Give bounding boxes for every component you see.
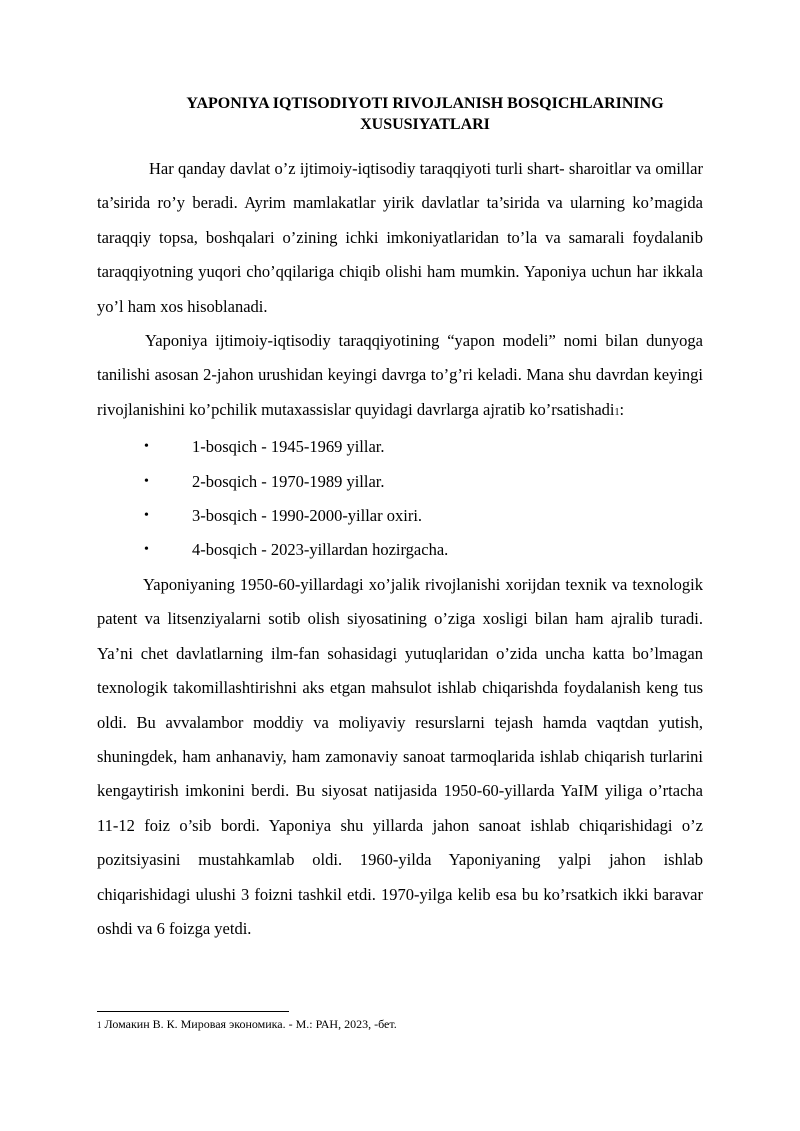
stages-list (97, 430, 703, 568)
list-item (97, 499, 703, 533)
footnote (97, 1016, 397, 1033)
bullet-icon: • (144, 508, 149, 524)
bullet-icon: • (144, 473, 149, 489)
paragraph-japan-model (97, 324, 703, 430)
title-line-1: YAPONIYA IQTISODIYOTI RIVOJLANISH BOSQICHLARINING (186, 95, 664, 112)
paragraph-japan-model-end: : (619, 399, 625, 419)
paragraph-economic-development: Yaponiyaning 1950-60-yillardagi xo’jalik rivojlanishi xorijdan texnik va texnologik patent va litsenziyalarni sotib olish siyosatining o’ziga xosligi bilan ham ajralib turadi. Ya’ni chet davlatlarning ilm-fan sohasidagi yutuqlaridan o’zida uncha katta bo’lmagan texnologik takomillashtirishni aks etgan mahsulot ishlab chiqarishda foydalanish keng tus oldi. Bu avvalambor moddiy va moliyaviy resurslarni tejash hamda vaqtdan yutish, shuningdek, ham anhanaviy, ham zamonaviy sanoat tarmoqlarida ishlab chiqarish turlarini kengaytirish imkonini berdi. Bu siyosat natijasida 1950-60-yillarda YaIM yiliga o’rtacha 11-12 foiz o’sib bordi. Yaponiya shu yillarda jahon sanoat ishlab chiqarishidagi o’z pozitsiyasini mustahkamlab oldi. 1960-yilda Yaponiyaning yalpi jahon ishlab chiqarishidagi ulushi 3 foizni tashkil etdi. 1970-yilga kelib esa bu ko’rsatkich ikki baravar oshdi va 6 foizga yetdi. (97, 574, 703, 938)
stage-label: 1-bosqich - 1945-1969 yillar. (192, 437, 385, 457)
stage-label: 2-bosqich - 1970-1989 yillar. (192, 471, 385, 491)
list-item (97, 533, 703, 567)
paragraph-japan-model-text: Yaponiya ijtimoiy-iqtisodiy taraqqiyotining “yapon modeli” nomi bilan dunyoga tanilishi asosan 2-jahon urushidan keyingi davrga to’g’ri keladi. Mana shu davrdan keyingi rivojlanishini ko’pchilik mutaxassislar quyidagi davrlarga ajratib ko’rsatishadi (97, 331, 703, 419)
bullet-icon: • (144, 439, 149, 455)
footnote-separator (97, 1011, 289, 1012)
title-line-2: XUSUSIYATLARI (360, 116, 490, 133)
footnote-text: Ломакин В. К. Мировая экономика. - М.: РАН, 2023, -бет. (104, 1017, 397, 1031)
document-title (140, 93, 710, 135)
stage-label: 3-bosqich - 1990-2000-yillar oxiri. (192, 506, 423, 526)
bullet-icon: • (144, 542, 149, 558)
document-body (97, 152, 703, 946)
footnote-reference[interactable]: 1 (614, 406, 620, 418)
paragraph-intro: Har qanday davlat o’z ijtimoiy-iqtisodiy taraqqiyoti turli shart- sharoitlar va omillar ta’sirida ro’y beradi. Ayrim mamlakatlar yirik davlatlar ta’sirida va ularning ko’magida taraqqiy topsa, boshqalari o’zining ichki imkoniyatlaridan to’la va samarali foydalanib taraqqiyotning yuqori cho’qqilariga chiqib olishi ham mumkin. Yaponiya uchun har ikkala yo’l ham xos hisoblanadi. (97, 159, 703, 316)
list-item (97, 465, 703, 499)
footnote-number: 1 (97, 1020, 102, 1030)
list-item (97, 430, 703, 464)
stage-label: 4-bosqich - 2023-yillardan hozirgacha. (192, 540, 449, 560)
